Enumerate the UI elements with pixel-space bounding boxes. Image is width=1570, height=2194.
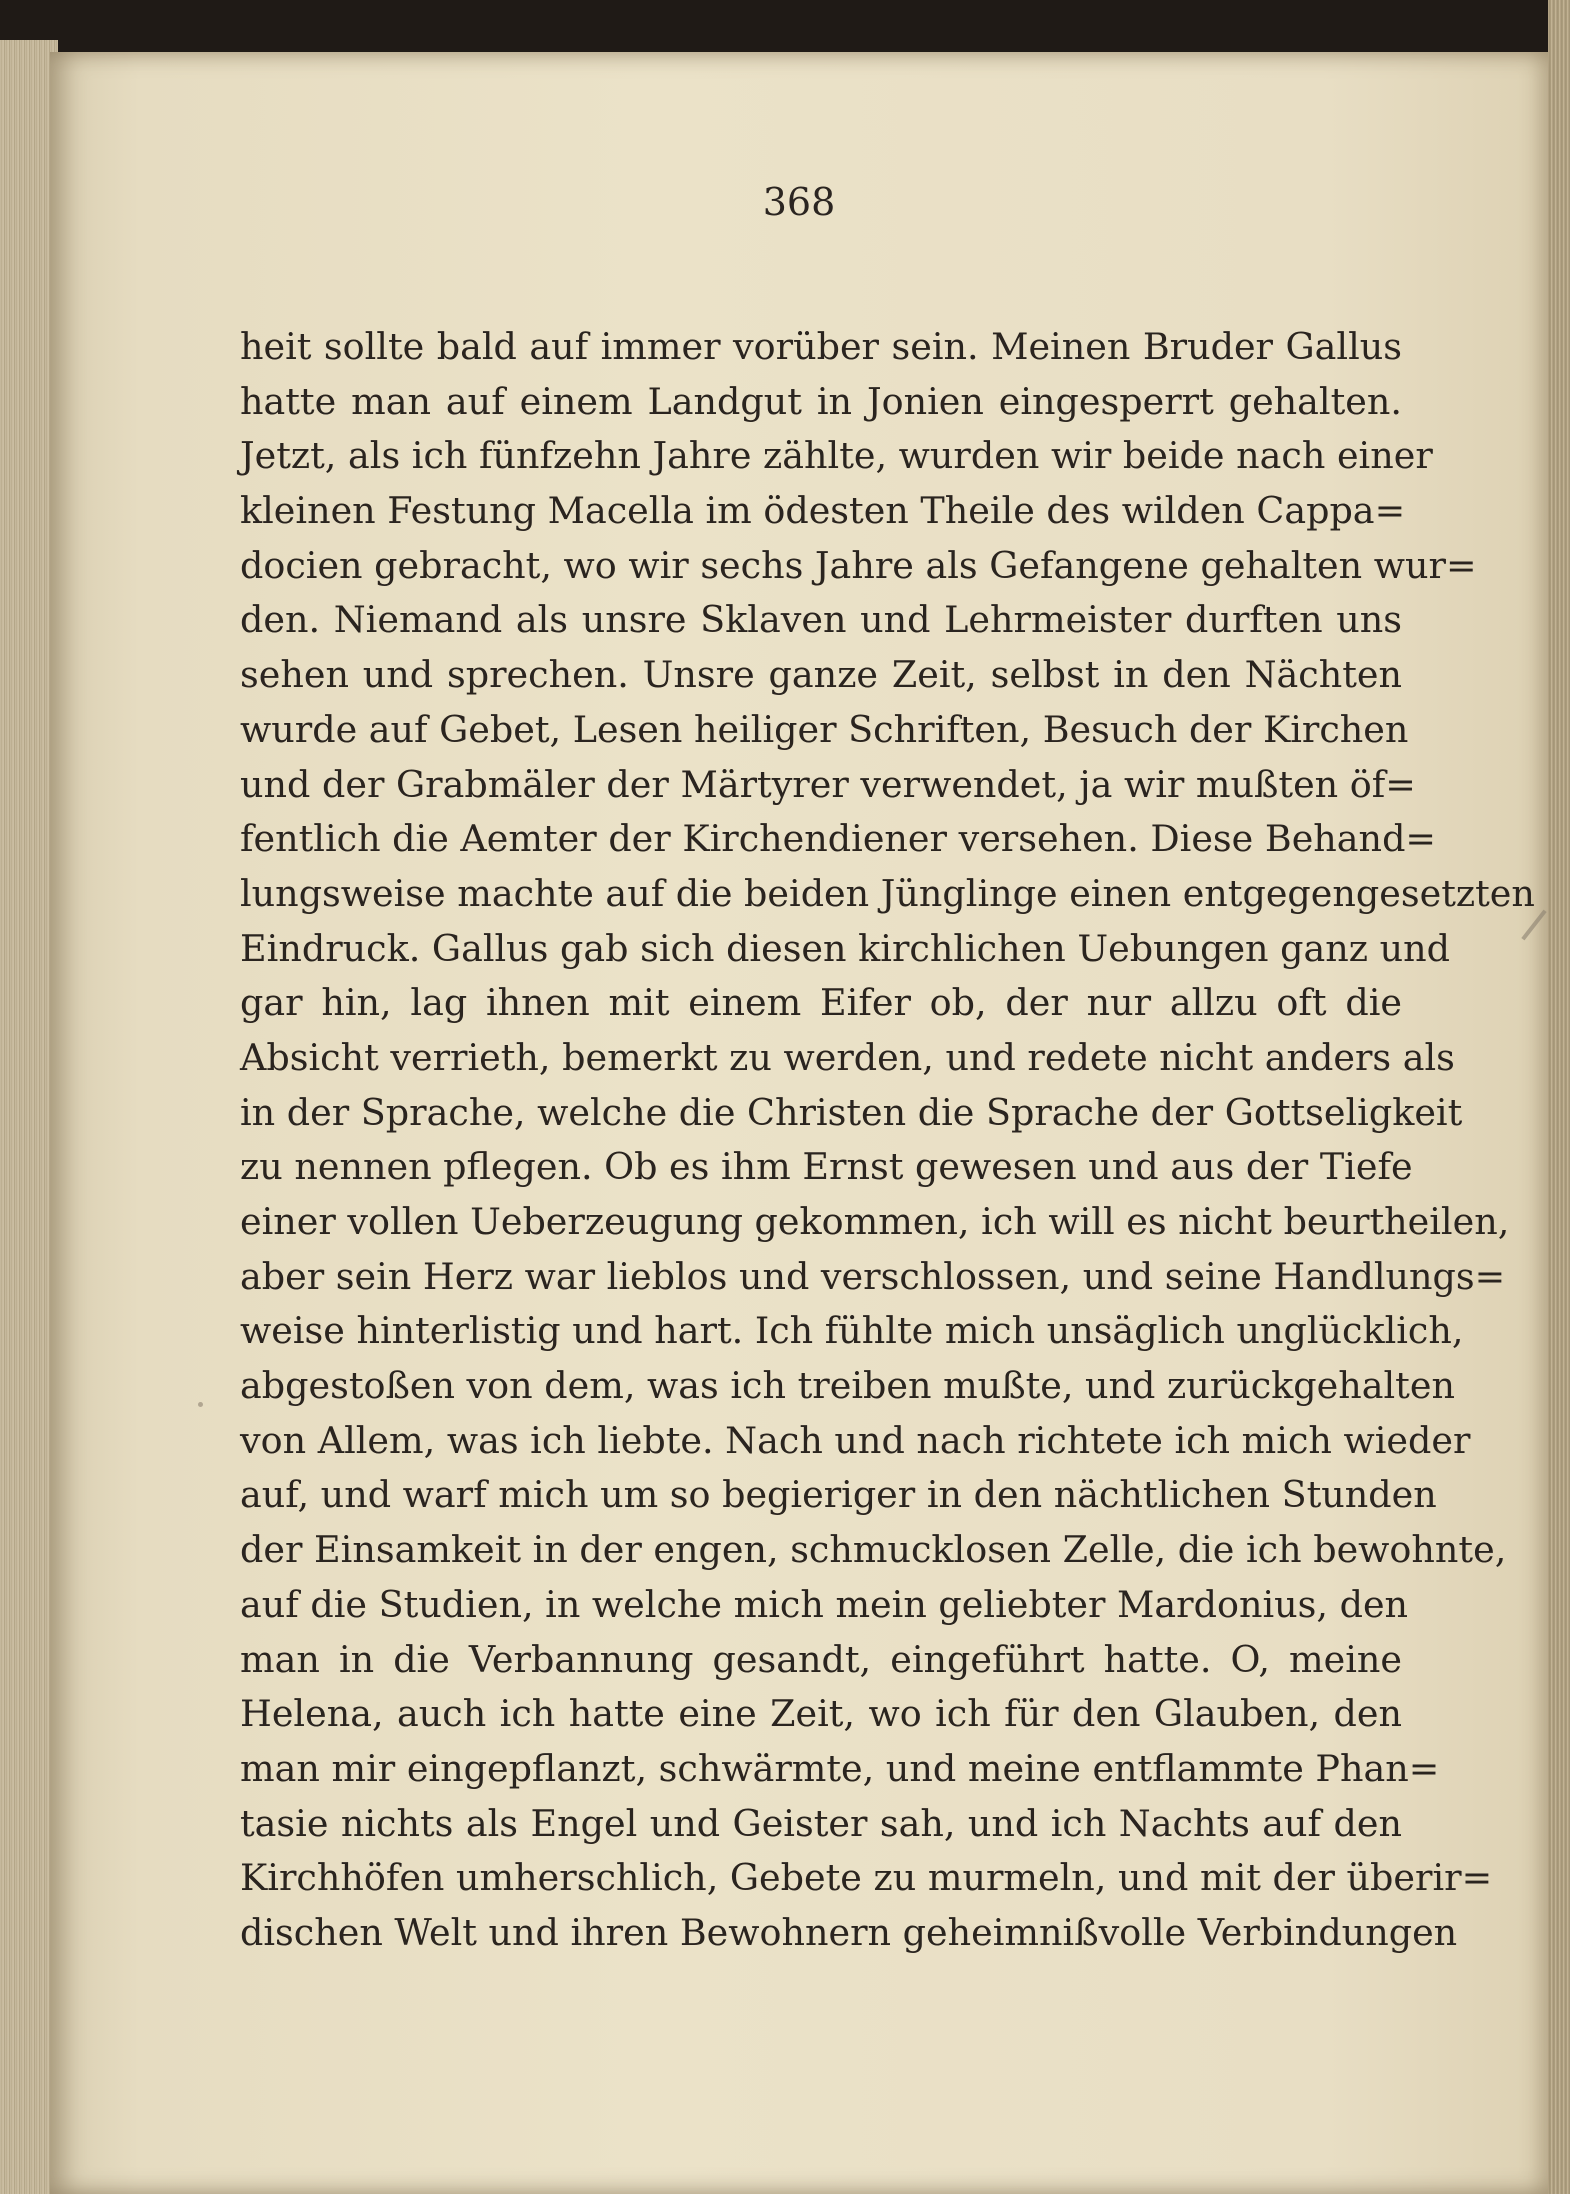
text-line: zu nennen pflegen. Ob es ihm Ernst gewesen und aus der Tiefe: [240, 1145, 1413, 1189]
text-line: hatte man auf einem Landgut in Jonien eingesperrt gehalten.: [240, 379, 1402, 423]
text-line: gar hin, lag ihnen mit einem Eifer ob, der nur allzu oft die: [240, 981, 1402, 1025]
text-line: man mir eingepflanzt, schwärmte, und meine entflammte Phan=: [240, 1746, 1440, 1790]
text-line: lungsweise machte auf die beiden Jünglinge einen entgegengesetzten: [240, 871, 1535, 915]
right-page-edges: [1548, 0, 1570, 2194]
text-line: dischen Welt und ihren Bewohnern geheimnißvolle Verbindungen: [240, 1910, 1458, 1954]
text-line: Kirchhöfen umherschlich, Gebete zu murmeln, und mit der überir=: [240, 1856, 1493, 1900]
text-line: den. Niemand als unsre Sklaven und Lehrmeister durften uns: [240, 598, 1402, 642]
text-line: tasie nichts als Engel und Geister sah, und ich Nachts auf den: [240, 1801, 1402, 1845]
text-line: auf, und warf mich um so begieriger in den nächtlichen Stunden: [240, 1473, 1437, 1517]
text-line: Eindruck. Gallus gab sich diesen kirchlichen Uebungen ganz und: [240, 926, 1451, 970]
text-line: sehen und sprechen. Unsre ganze Zeit, selbst in den Nächten: [240, 653, 1402, 697]
text-line: abgestoßen von dem, was ich treiben mußte, und zurückgehalten: [240, 1364, 1455, 1408]
text-line: auf die Studien, in welche mich mein geliebter Mardonius, den: [240, 1582, 1409, 1626]
text-line: fentlich die Aemter der Kirchendiener versehen. Diese Behand=: [240, 817, 1437, 861]
text-line: heit sollte bald auf immer vorüber sein. Meinen Bruder Gallus: [240, 325, 1402, 368]
text-line: aber sein Herz war lieblos und verschlossen, und seine Handlungs=: [240, 1254, 1506, 1298]
text-line: man in die Verbannung gesandt, eingeführt hatte. O, meine: [240, 1637, 1402, 1681]
text-line: Jetzt, als ich fünfzehn Jahre zählte, wurden wir beide nach einer: [240, 434, 1433, 478]
text-line: Helena, auch ich hatte eine Zeit, wo ich für den Glauben, den: [240, 1692, 1402, 1736]
text-line: docien gebracht, wo wir sechs Jahre als Gefangene gehalten wur=: [240, 543, 1477, 587]
margin-dot: [198, 1402, 203, 1407]
text-line: einer vollen Ueberzeugung gekommen, ich will es nicht beurtheilen,: [240, 1200, 1510, 1243]
text-line: kleinen Festung Macella im ödesten Theile des wilden Cappa=: [240, 489, 1406, 533]
page-number: 368: [762, 180, 836, 224]
text-line: von Allem, was ich liebte. Nach und nach richtete ich mich wieder: [240, 1418, 1471, 1462]
text-line: der Einsamkeit in der engen, schmucklosen Zelle, die ich bewohnte,: [240, 1528, 1507, 1572]
text-line: und der Grabmäler der Märtyrer verwendet, ja wir mußten öf=: [240, 762, 1416, 806]
book-page: [50, 52, 1548, 2194]
text-line: in der Sprache, welche die Christen die Sprache der Gottseligkeit: [240, 1090, 1463, 1134]
text-line: weise hinterlistig und hart. Ich fühlte mich unsäglich unglücklich,: [240, 1309, 1464, 1353]
body-text: [240, 320, 1535, 1961]
text-line: wurde auf Gebet, Lesen heiliger Schriften, Besuch der Kirchen: [240, 707, 1409, 751]
text-line: Absicht verrieth, bemerkt zu werden, und redete nicht anders als: [240, 1035, 1455, 1079]
